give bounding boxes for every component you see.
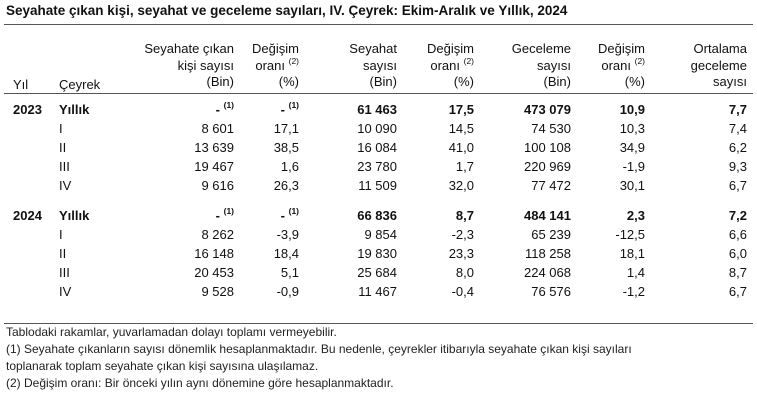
cell-change-trips: 1,7 — [455, 159, 474, 174]
cell-average-nights: 7,7 — [728, 102, 747, 117]
cell-visitors: 8 601 — [201, 121, 234, 136]
cell-trips: 23 780 — [357, 159, 397, 174]
cell-trips: 19 830 — [357, 246, 397, 261]
cell-average-nights: 9,3 — [728, 159, 747, 174]
cell-change-visitors: 1,6 — [280, 159, 299, 174]
cell-visitors: 19 467 — [194, 159, 234, 174]
footnote: toplanarak toplam seyahate çıkan kişi sayısına ulaşılamaz. — [6, 359, 319, 373]
cell-visitors: 8 262 — [201, 227, 234, 242]
cell-visitors: 9 616 — [201, 178, 234, 193]
cell-quarter: III — [59, 265, 70, 280]
cell-quarter: IV — [59, 284, 72, 299]
table-row — [4, 176, 753, 195]
cell-change-visitors: - $^{(1)}$ — [280, 100, 299, 117]
cell-trips: 9 854 — [364, 227, 397, 242]
cell-change-trips: 32,0 — [448, 178, 474, 193]
header-year: Yıl — [13, 77, 29, 92]
cell-trips: 66 836 — [357, 208, 397, 223]
cell-average-nights: 7,4 — [728, 121, 747, 136]
cell-change-visitors: 5,1 — [280, 265, 299, 280]
cell-trips: 25 684 — [357, 265, 397, 280]
statistics-table — [4, 24, 753, 324]
cell-change-nights: 10,9 — [619, 102, 645, 117]
cell-average-nights: 6,0 — [728, 246, 747, 261]
cell-year: 2024 — [13, 208, 42, 223]
footnote: Tablodaki rakamlar, yuvarlamadan dolayı toplamı vermeyebilir. — [6, 325, 337, 339]
cell-change-trips: -0,4 — [451, 284, 474, 299]
cell-change-trips: 17,5 — [448, 102, 474, 117]
table-row — [4, 206, 753, 225]
cell-year: 2023 — [13, 102, 42, 117]
header-visitors: Seyahate çıkan kişi sayısı (Bin) — [144, 41, 234, 89]
cell-change-visitors: 26,3 — [273, 178, 299, 193]
cell-quarter: II — [59, 140, 67, 155]
cell-trips: 10 090 — [357, 121, 397, 136]
table-row — [4, 225, 753, 244]
cell-quarter: Yıllık — [59, 102, 90, 117]
cell-visitors: 13 639 — [194, 140, 234, 155]
table-row — [4, 244, 753, 263]
footnote: (2) Değişim oranı: Bir önceki yılın aynı dönemine göre hesaplanmaktadır. — [6, 376, 394, 390]
cell-change-nights: 34,9 — [619, 140, 645, 155]
cell-visitors: 20 453 — [194, 265, 234, 280]
table-row — [4, 157, 753, 176]
table-row — [4, 100, 753, 119]
cell-change-trips: -2,3 — [451, 227, 474, 242]
header-change-trips: Değişim oranı $^{(2)}$ (%) — [427, 41, 474, 89]
cell-trips: 16 084 — [357, 140, 397, 155]
cell-change-trips: 14,5 — [448, 121, 474, 136]
cell-change-nights: 10,3 — [619, 121, 645, 136]
cell-average-nights: 6,7 — [728, 178, 747, 193]
footnotes — [6, 324, 632, 392]
header-divider — [4, 93, 753, 94]
header-quarter: Çeyrek — [59, 77, 101, 92]
cell-nights: 100 108 — [524, 140, 571, 155]
cell-trips: 11 509 — [358, 178, 397, 193]
cell-trips: 11 467 — [358, 284, 397, 299]
cell-quarter: Yıllık — [59, 208, 90, 223]
cell-change-visitors: 38,5 — [273, 140, 299, 155]
cell-quarter: I — [59, 227, 63, 242]
cell-change-nights: 2,3 — [626, 208, 645, 223]
cell-quarter: IV — [59, 178, 72, 193]
cell-change-visitors: -0,9 — [276, 284, 299, 299]
cell-change-nights: 18,1 — [619, 246, 645, 261]
cell-change-nights: -1,2 — [622, 284, 645, 299]
table-row — [4, 263, 753, 282]
cell-nights: 76 576 — [531, 284, 571, 299]
cell-average-nights: 6,7 — [728, 284, 747, 299]
header-change-visitors: Değişim oranı $^{(2)}$ (%) — [252, 41, 299, 89]
cell-quarter: I — [59, 121, 63, 136]
cell-visitors: 9 528 — [201, 284, 234, 299]
cell-visitors: - $^{(1)}$ — [215, 100, 234, 117]
table-row — [4, 119, 753, 138]
header-trips: Seyahat sayısı (Bin) — [349, 41, 397, 89]
footnote: (1) Seyahate çıkanların sayısı dönemlik hesaplanmaktadır. Bu nedenle, çeyrekler itibarıyla seyahate çıkan kişi sayıları — [6, 342, 632, 356]
header-change-nights: Değişim oranı $^{(2)}$ (%) — [598, 41, 645, 89]
table-row — [4, 138, 753, 157]
cell-change-trips: 41,0 — [448, 140, 474, 155]
cell-average-nights: 6,6 — [728, 227, 747, 242]
cell-nights: 224 068 — [524, 265, 571, 280]
cell-average-nights: 8,7 — [728, 265, 747, 280]
cell-quarter: II — [59, 246, 67, 261]
cell-visitors: - $^{(1)}$ — [215, 206, 234, 223]
cell-change-visitors: - $^{(1)}$ — [280, 206, 299, 223]
cell-change-nights: 1,4 — [626, 265, 645, 280]
header-nights: Geceleme sayısı (Bin) — [511, 41, 571, 89]
table-row — [4, 282, 753, 301]
cell-change-nights: -12,5 — [615, 227, 645, 242]
cell-nights: 484 141 — [524, 208, 571, 223]
cell-visitors: 16 148 — [194, 246, 234, 261]
cell-quarter: III — [59, 159, 70, 174]
cell-change-visitors: 17,1 — [273, 121, 299, 136]
cell-change-trips: 8,0 — [455, 265, 474, 280]
table-title: Seyahate çıkan kişi, seyahat ve geceleme sayıları, IV. Çeyrek: Ekim-Aralık ve Yıllık, 2024 — [6, 3, 568, 18]
cell-average-nights: 6,2 — [728, 140, 747, 155]
cell-nights: 118 258 — [524, 246, 571, 261]
cell-trips: 61 463 — [357, 102, 397, 117]
cell-nights: 65 239 — [531, 227, 571, 242]
cell-change-nights: 30,1 — [619, 178, 645, 193]
cell-change-nights: -1,9 — [622, 159, 645, 174]
cell-change-visitors: 18,4 — [273, 246, 299, 261]
header-average-nights: Ortalama geceleme sayısı — [690, 41, 747, 89]
cell-nights: 473 079 — [524, 102, 571, 117]
cell-nights: 74 530 — [531, 121, 571, 136]
cell-nights: 77 472 — [531, 178, 571, 193]
cell-change-visitors: -3,9 — [276, 227, 299, 242]
cell-change-trips: 23,3 — [448, 246, 474, 261]
cell-nights: 220 969 — [524, 159, 571, 174]
cell-average-nights: 7,2 — [728, 208, 747, 223]
cell-change-trips: 8,7 — [455, 208, 474, 223]
